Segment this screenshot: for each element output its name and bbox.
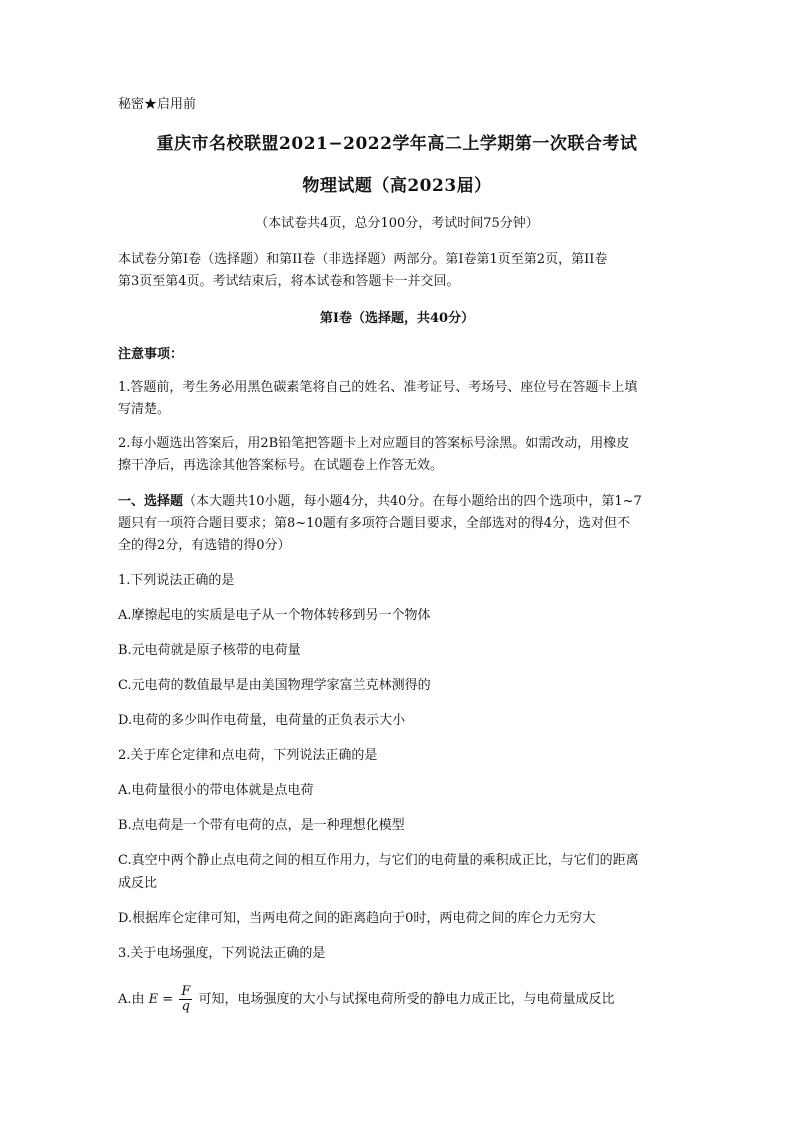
formula-denominator: q (181, 999, 190, 1014)
q3-option-a-suffix: 可知，电场强度的大小与试探电荷所受的静电力成正比，与电荷量成反比 (198, 992, 615, 1007)
note-1-line-2: 写清楚。 (118, 402, 171, 417)
q2-option-d: D.根据库仑定律可知，当两电荷之间的距离趋向于0时，两电荷之间的库仑力无穷大 (118, 911, 596, 926)
q2-stem: 2.关于库仑定律和点电荷，下列说法正确的是 (118, 748, 378, 763)
section-heading: 第I卷（选择题，共40分） (319, 311, 475, 326)
formula-numerator: F (181, 984, 191, 999)
formula-lhs: E = (148, 992, 174, 1007)
q1-option-c: C.元电荷的数值最早是由美国物理学家富兰克林测得的 (118, 678, 431, 693)
q1-stem: 1.下列说法正确的是 (118, 573, 235, 588)
formula-fraction (179, 985, 192, 1014)
notes-heading: 注意事项： (118, 347, 184, 362)
note-2-line-2: 擦干净后，再选涂其他答案标号。在试题卷上作答无效。 (118, 458, 444, 473)
part1-intro-line-1 (118, 492, 678, 512)
q3-option-a-prefix: A.由 (118, 992, 145, 1007)
q1-option-b: B.元电荷就是原子核带的电荷量 (118, 643, 301, 658)
q2-option-b: B.点电荷是一个带有电荷的点，是一种理想化模型 (118, 818, 405, 833)
q2-option-c-line-2: 成反比 (118, 876, 158, 891)
q3-option-a (118, 985, 678, 1015)
part1-intro-line-3: 全的得2分，有选错的得0分） (118, 538, 291, 553)
q1-option-a: A.摩擦起电的实质是电子从一个物体转移到另一个物体 (118, 608, 431, 623)
part1-label: 一、选择题 (118, 494, 184, 509)
exam-info: （本试卷共4页，总分100分，考试时间75分钟） (255, 216, 539, 231)
intro-line-1: 本试卷分第I卷（选择题）和第II卷（非选择题）两部分。第I卷第1页至第2页，第II卷 (118, 252, 608, 267)
note-2-line-1: 2.每小题选出答案后，用2B铅笔把答题卡上对应题目的答案标号涂黑。如需改动，用橡皮 (118, 436, 630, 451)
q2-option-a: A.电荷量很小的带电体就是点电荷 (118, 783, 314, 798)
exam-subtitle: 物理试题（高2023届） (302, 176, 492, 196)
note-1-line-1: 1.答题前，考生务必用黑色碳素笔将自己的姓名、准考证号、考场号、座位号在答题卡上填 (118, 380, 638, 395)
q1-option-d: D.电荷的多少叫作电荷量，电荷量的正负表示大小 (118, 713, 406, 728)
q3-stem: 3.关于电场强度，下列说法正确的是 (118, 946, 326, 961)
intro-line-2: 第3页至第4页。考试结束后，将本试卷和答题卡一并交回。 (118, 274, 460, 289)
part1-line-1-rest: （本大题共10小题，每小题4分，共40分。在每小题给出的四个选项中，第1~7 (183, 494, 642, 509)
exam-title: 重庆市名校联盟2021−2022学年高二上学期第一次联合考试 (156, 134, 638, 154)
part1-intro-line-2: 题只有一项符合题目要求；第8~10题有多项符合题目要求，全部选对的得4分，选对但不 (118, 516, 630, 531)
secret-label: 秘密★启用前 (118, 97, 197, 112)
q2-option-c-line-1: C.真空中两个静止点电荷之间的相互作用力，与它们的电荷量的乘积成正比，与它们的距离 (118, 853, 639, 868)
